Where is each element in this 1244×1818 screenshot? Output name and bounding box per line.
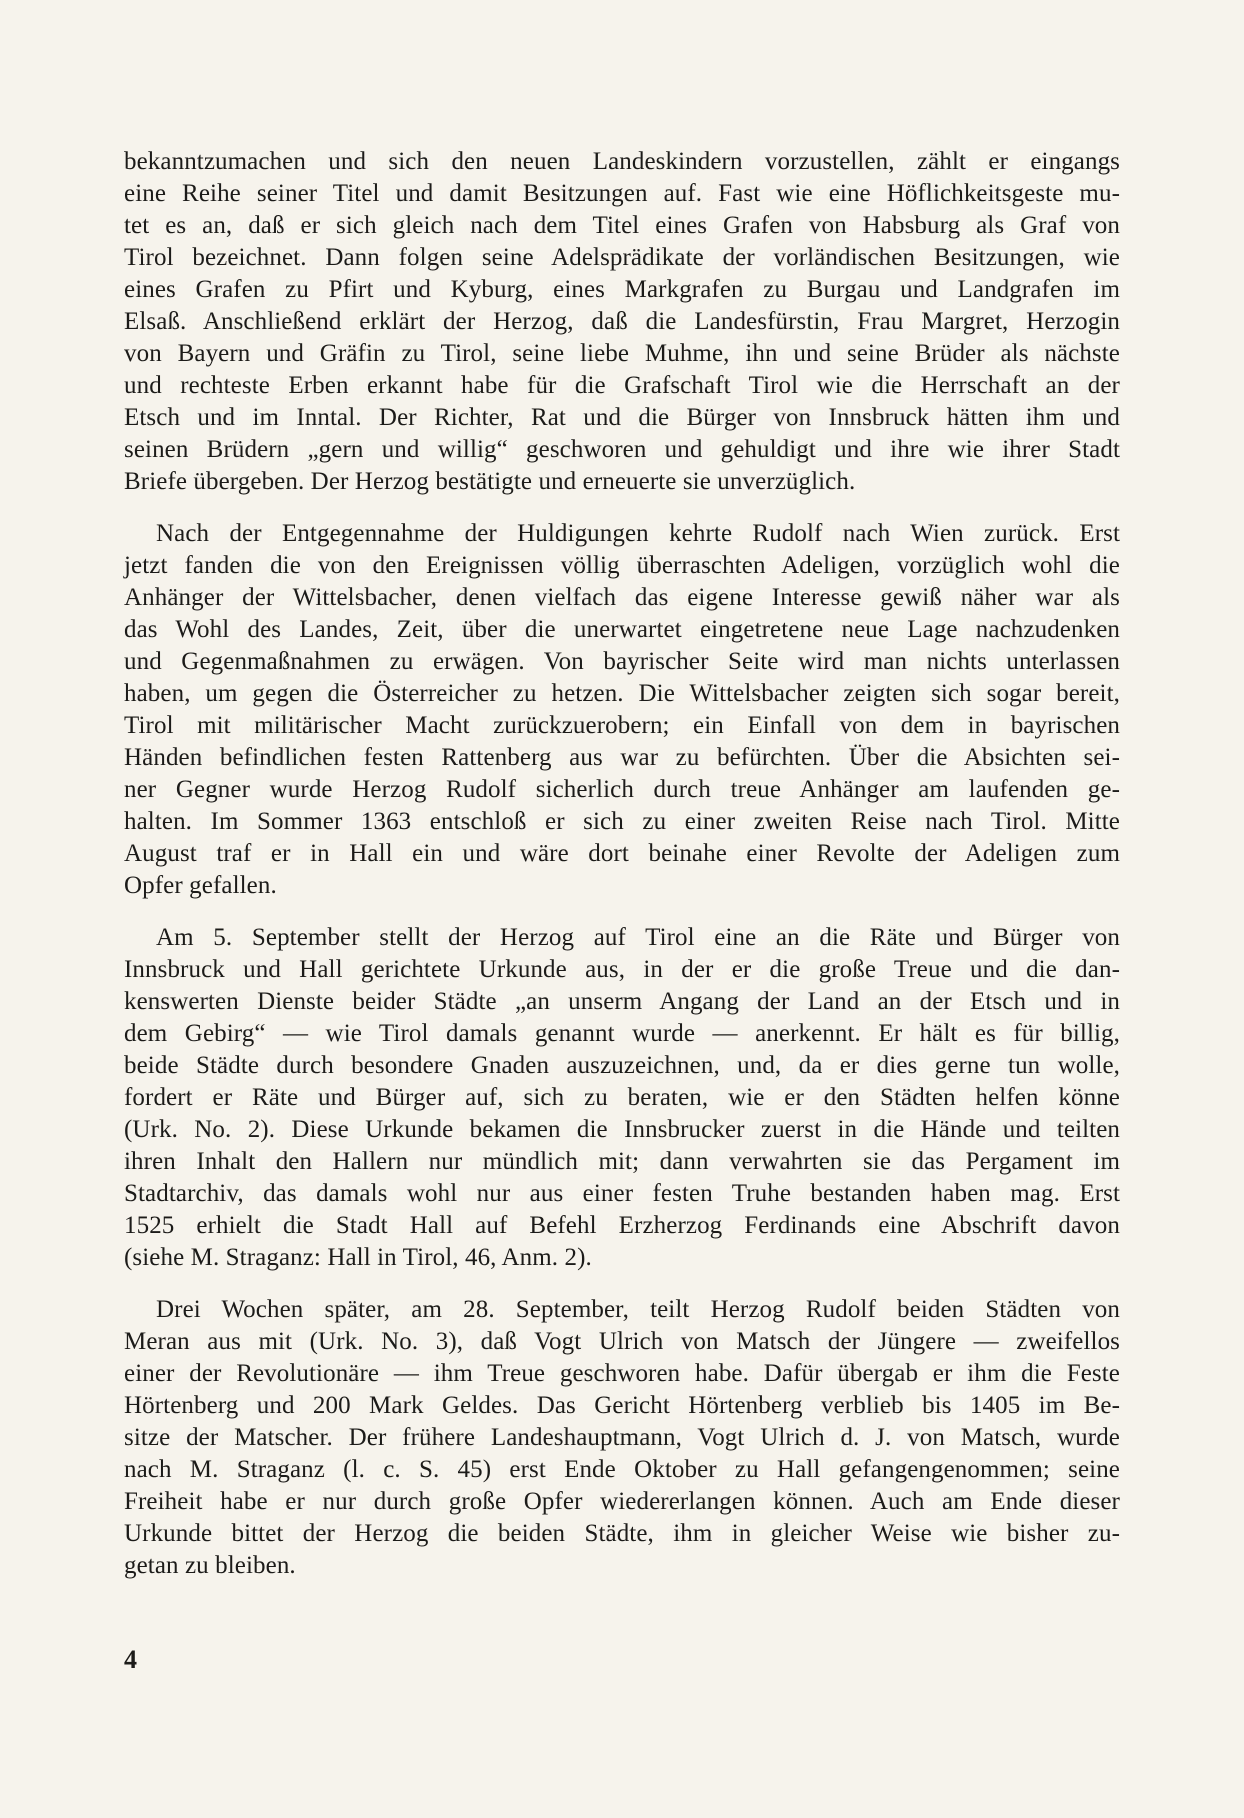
text-line: tet es an, daß er sich gleich nach dem Titel eines Grafen von Habsburg als Graf von xyxy=(124,212,1120,239)
text-line: nach M. Straganz (l. c. S. 45) erst Ende Oktober zu Hall gefangengenommen; seine xyxy=(124,1456,1120,1483)
text-line: halten. Im Sommer 1363 entschloß er sich zu einer zweiten Reise nach Tirol. Mitte xyxy=(124,808,1120,835)
text-line: Nach der Entgegennahme der Huldigungen kehrte Rudolf nach Wien zurück. Erst xyxy=(156,520,1120,547)
text-line: Innsbruck und Hall gerichtete Urkunde aus, in der er die große Treue und die dan- xyxy=(124,956,1120,983)
text-line: Tirol mit militärischer Macht zurückzuerobern; ein Einfall von dem in bayrischen xyxy=(124,712,1120,739)
text-line: (siehe M. Straganz: Hall in Tirol, 46, Anm. 2). xyxy=(124,1244,592,1271)
text-line: Briefe übergeben. Der Herzog bestätigte und erneuerte sie unverzüglich. xyxy=(124,468,856,495)
text-line: Hörtenberg und 200 Mark Geldes. Das Gericht Hörtenberg verblieb bis 1405 im Be- xyxy=(124,1392,1120,1419)
text-line: ner Gegner wurde Herzog Rudolf sicherlich durch treue Anhänger am laufenden ge- xyxy=(124,776,1120,803)
page-number: 4 xyxy=(124,1645,137,1674)
paragraph-4 xyxy=(124,1294,1120,1582)
text-line: und Gegenmaßnahmen zu erwägen. Von bayrischer Seite wird man nichts unterlassen xyxy=(124,648,1120,675)
text-line: beide Städte durch besondere Gnaden auszuzeichnen, und, da er dies gerne tun wolle, xyxy=(124,1052,1120,1079)
text-line: einer der Revolutionäre — ihm Treue geschworen habe. Dafür übergab er ihm die Feste xyxy=(124,1360,1120,1387)
text-line: 1525 erhielt die Stadt Hall auf Befehl Erzherzog Ferdinands eine Abschrift davon xyxy=(124,1212,1120,1239)
text-line: Stadtarchiv, das damals wohl nur aus einer festen Truhe bestanden haben mag. Erst xyxy=(124,1180,1120,1207)
text-line: haben, um gegen die Österreicher zu hetzen. Die Wittelsbacher zeigten sich sogar bereit, xyxy=(124,680,1120,707)
body-text xyxy=(124,146,1120,1602)
text-line: jetzt fanden die von den Ereignissen völlig überraschten Adeligen, vorzüglich wohl die xyxy=(124,552,1120,579)
text-line: das Wohl des Landes, Zeit, über die unerwartet eingetretene neue Lage nachzudenken xyxy=(124,616,1120,643)
text-line: eine Reihe seiner Titel und damit Besitzungen auf. Fast wie eine Höflichkeitsgeste mu- xyxy=(124,180,1120,207)
text-line: Drei Wochen später, am 28. September, teilt Herzog Rudolf beiden Städten von xyxy=(156,1296,1120,1323)
text-line: seinen Brüdern „gern und willig“ geschworen und gehuldigt und ihre wie ihrer Stadt xyxy=(124,436,1120,463)
text-line: fordert er Räte und Bürger auf, sich zu beraten, wie er den Städten helfen könne xyxy=(124,1084,1120,1111)
text-line: Urkunde bittet der Herzog die beiden Städte, ihm in gleicher Weise wie bisher zu- xyxy=(124,1520,1120,1547)
text-line: Elsaß. Anschließend erklärt der Herzog, daß die Landesfürstin, Frau Margret, Herzogin xyxy=(124,308,1120,335)
text-line: bekanntzumachen und sich den neuen Landeskindern vorzustellen, zählt er eingangs xyxy=(124,148,1120,175)
text-line: (Urk. No. 2). Diese Urkunde bekamen die Innsbrucker zuerst in die Hände und teilten xyxy=(124,1116,1120,1143)
text-line: eines Grafen zu Pfirt und Kyburg, eines Markgrafen zu Burgau und Landgrafen im xyxy=(124,276,1120,303)
text-line: Händen befindlichen festen Rattenberg aus war zu befürchten. Über die Absichten sei- xyxy=(124,744,1120,771)
text-line: und rechteste Erben erkannt habe für die Grafschaft Tirol wie die Herrschaft an der xyxy=(124,372,1120,399)
text-line: Tirol bezeichnet. Dann folgen seine Adelsprädikate der vorländischen Besitzungen, wie xyxy=(124,244,1120,271)
paragraph-2 xyxy=(124,518,1120,902)
paragraph-1 xyxy=(124,146,1120,498)
text-line: dem Gebirg“ — wie Tirol damals genannt wurde — anerkennt. Er hält es für billig, xyxy=(124,1020,1120,1047)
text-line: Meran aus mit (Urk. No. 3), daß Vogt Ulrich von Matsch der Jüngere — zweifellos xyxy=(124,1328,1120,1355)
text-line: ihren Inhalt den Hallern nur mündlich mit; dann verwahrten sie das Pergament im xyxy=(124,1148,1120,1175)
text-line: Etsch und im Inntal. Der Richter, Rat und die Bürger von Innsbruck hätten ihm und xyxy=(124,404,1120,431)
text-line: von Bayern und Gräfin zu Tirol, seine liebe Muhme, ihn und seine Brüder als nächste xyxy=(124,340,1120,367)
text-line: Freiheit habe er nur durch große Opfer wiedererlangen können. Auch am Ende dieser xyxy=(124,1488,1120,1515)
paragraph-3 xyxy=(124,922,1120,1274)
text-line: sitze der Matscher. Der frühere Landeshauptmann, Vogt Ulrich d. J. von Matsch, wurde xyxy=(124,1424,1120,1451)
text-line: Am 5. September stellt der Herzog auf Tirol eine an die Räte und Bürger von xyxy=(156,924,1120,951)
text-line: August traf er in Hall ein und wäre dort beinahe einer Revolte der Adeligen zum xyxy=(124,840,1120,867)
text-line: Opfer gefallen. xyxy=(124,872,277,899)
text-line: Anhänger der Wittelsbacher, denen vielfach das eigene Interesse gewiß näher war als xyxy=(124,584,1120,611)
text-line: kenswerten Dienste beider Städte „an unserm Angang der Land an der Etsch und in xyxy=(124,988,1120,1015)
text-line: getan zu bleiben. xyxy=(124,1552,296,1579)
